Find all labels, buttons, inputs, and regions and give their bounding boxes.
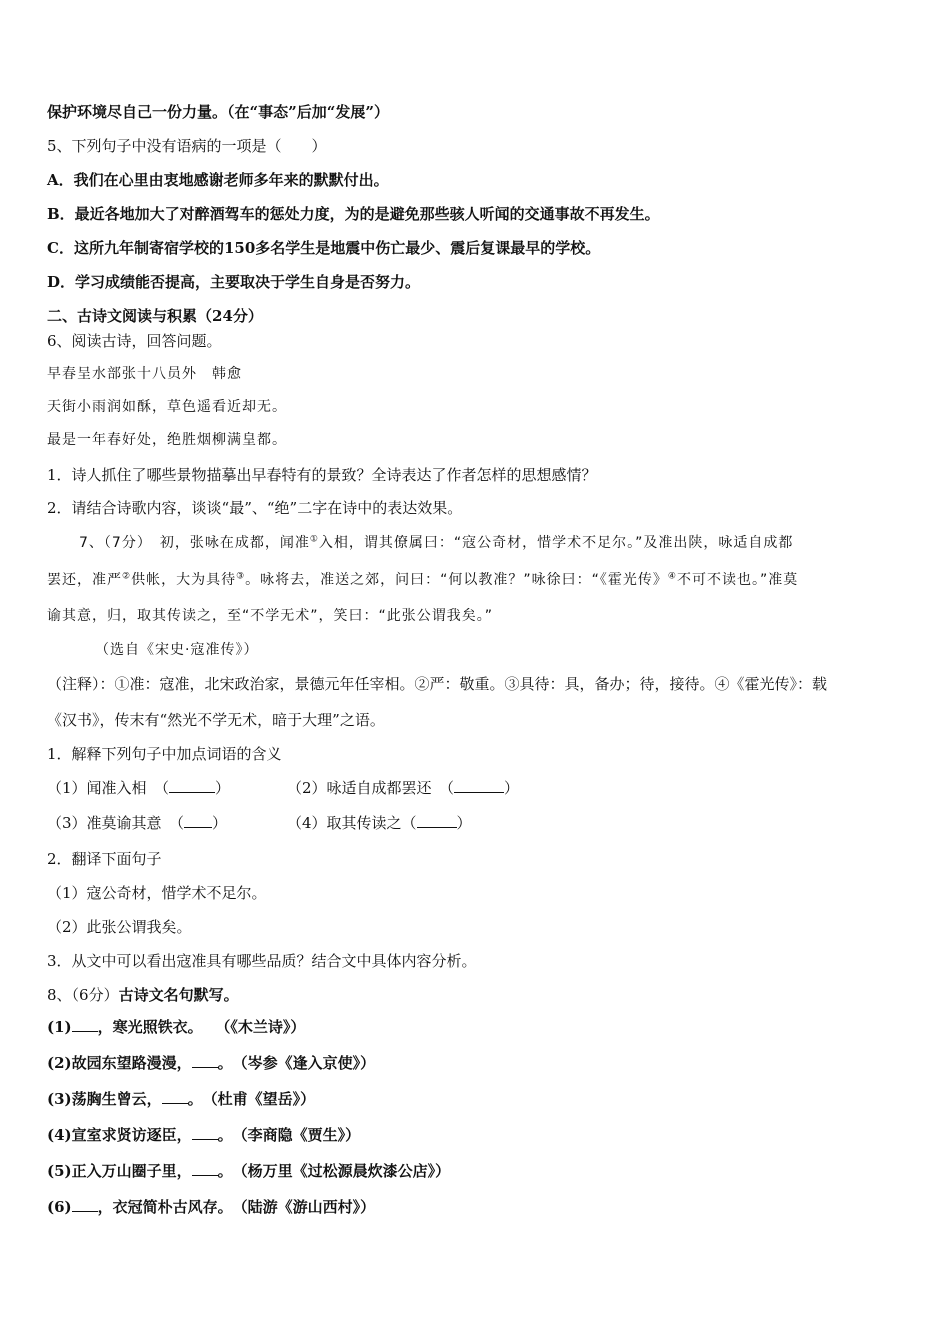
answer-blank[interactable]: [72, 1017, 98, 1032]
answer-blank[interactable]: [192, 1161, 218, 1176]
item-text: (2)故园东望路漫漫，: [47, 1054, 192, 1072]
question-5-option-d: D．学习成绩能否提高，主要取决于学生自身是否努力。: [47, 273, 421, 291]
answer-blank[interactable]: [192, 1053, 218, 1068]
question-8-title: 古诗文名句默写。: [118, 986, 239, 1004]
passage-text: 不可不读也。”准莫: [677, 572, 799, 588]
question-6-part-1: 1．诗人抓住了哪些景物描摹出早春特有的景致？全诗表达了作者怎样的思想感情？: [47, 466, 597, 484]
answer-blank[interactable]: [162, 1089, 188, 1104]
item-text: 。 （李商隐《贾生》）: [217, 1126, 361, 1144]
item-close: ）: [456, 814, 472, 832]
answer-blank[interactable]: [192, 1125, 218, 1140]
item-text: 。 （杜甫《望岳》）: [187, 1090, 316, 1108]
item-number: (1): [47, 1018, 72, 1036]
item-text: ，寒光照铁衣。 （《木兰诗》）: [97, 1018, 306, 1036]
question-7-source: （选自《宋史·寇准传》）: [95, 642, 259, 658]
passage-text: 。咏将去，准送之郊，问曰：“何以教准？”咏徐曰：“《霍光传》: [245, 572, 668, 588]
item-text: 。 （杨万里《过松源晨炊漆公店》）: [217, 1162, 451, 1180]
question-7-notes-line-2: 《汉书》，传末有“然光不学无术，暗于大理”之语。: [47, 711, 385, 729]
answer-blank[interactable]: [454, 778, 504, 793]
item-close: ）: [504, 779, 520, 797]
item-text: （2）咏适自成都罢还 （: [287, 779, 455, 797]
item-text: （3）准莫谕其意 （: [47, 814, 185, 832]
item-close: ）: [215, 779, 231, 797]
item-number: (6): [47, 1198, 72, 1216]
question-7-part-2-item-2: （2）此张公谓我矣。: [47, 918, 192, 936]
item-text: ，衣冠简朴古风存。 （陆游《游山西村》）: [97, 1198, 376, 1216]
question-7-passage-line-2: [47, 570, 798, 590]
question-7-passage-line-3: 谕其意，归，取其传读之，至“不学无术”，笑曰：“此张公谓我矣。”: [47, 608, 494, 624]
question-7-part-1-item-4: [287, 813, 472, 833]
question-5-option-b: B．最近各地加大了对醉酒驾车的惩处力度，为的是避免那些骇人听闻的交通事故不再发生。: [47, 205, 660, 223]
item-text: （1）闻准入相 （: [47, 779, 170, 797]
question-8-stem: [47, 985, 239, 1005]
item-text: 。 （岑参《逢入京使》）: [217, 1054, 376, 1072]
footnote-marker-2: ②: [122, 571, 132, 582]
answer-blank[interactable]: [72, 1197, 98, 1212]
answer-blank[interactable]: [169, 778, 215, 793]
question-8-item-2: [47, 1053, 375, 1073]
question-8-item-1: [47, 1017, 305, 1037]
item-close: ）: [212, 814, 228, 832]
poem-line-1: 天街小雨润如酥，草色遥看近却无。: [47, 399, 287, 415]
footnote-marker-1: ①: [309, 534, 319, 545]
question-8-score: 8、（6分）: [47, 986, 119, 1004]
question-7-notes-line-1: （注释）：①准：寇准，北宋政治家，景德元年任宰相。②严：敬重。③具待：具，备办；待，接待。④《霍光传》：载: [47, 675, 828, 693]
footnote-marker-3: ③: [236, 571, 246, 582]
answer-blank[interactable]: [417, 813, 457, 828]
question-7-part-1: 1．解释下列句子中加点词语的含义: [47, 745, 282, 763]
item-text: (4)宣室求贤访逐臣，: [47, 1126, 192, 1144]
passage-text: 7、（7分） 初，张咏在成都，闻准: [79, 535, 310, 551]
question-7-part-1-item-3: [47, 813, 227, 833]
poem-line-2: 最是一年春好处，绝胜烟柳满皇都。: [47, 432, 287, 448]
passage-text: 入相，谓其僚属曰：“寇公奇材，惜学术不足尔。”及准出陕，咏适自成都: [318, 535, 794, 551]
item-text: (5)正入万山圈子里，: [47, 1162, 192, 1180]
line-continuation: 保护环境尽自己一份力量。（在“事态”后加“发展”）: [47, 103, 390, 121]
question-6-stem: 6、阅读古诗，回答问题。: [47, 332, 222, 350]
passage-text: 罢还，准严: [47, 572, 122, 588]
question-7-part-3: 3．从文中可以看出寇准具有哪些品质？结合文中具体内容分析。: [47, 952, 477, 970]
question-7-passage-line-1: [79, 533, 793, 553]
question-7-part-2: 2．翻译下面句子: [47, 850, 162, 868]
question-5-stem: 5、下列句子中没有语病的一项是（ ）: [47, 137, 327, 155]
question-8-item-6: [47, 1197, 375, 1217]
question-8-item-5: [47, 1161, 450, 1181]
passage-text: 供帐，大为具待: [131, 572, 237, 588]
item-text: （4）取其传读之（: [287, 814, 417, 832]
question-5-option-c: C．这所九年制寄宿学校的150多名学生是地震中伤亡最少、震后复课最早的学校。: [47, 239, 601, 257]
section-2-heading: 二、古诗文阅读与积累（24分）: [47, 307, 263, 325]
question-7-part-1-item-1: [47, 778, 230, 798]
question-5-option-a: A．我们在心里由衷地感谢老师多年来的默默付出。: [47, 171, 389, 189]
question-8-item-4: [47, 1125, 360, 1145]
question-7-part-2-item-1: （1）寇公奇材，惜学术不足尔。: [47, 884, 267, 902]
question-8-item-3: [47, 1089, 315, 1109]
footnote-marker-4: ④: [667, 571, 677, 582]
question-6-part-2: 2．请结合诗歌内容，谈谈“最”、“绝”二字在诗中的表达效果。: [47, 499, 463, 517]
question-7-part-1-item-2: [287, 778, 519, 798]
poem-title: 早春呈水部张十八员外 韩愈: [47, 366, 242, 382]
item-text: (3)荡胸生曾云，: [47, 1090, 162, 1108]
answer-blank[interactable]: [184, 813, 212, 828]
